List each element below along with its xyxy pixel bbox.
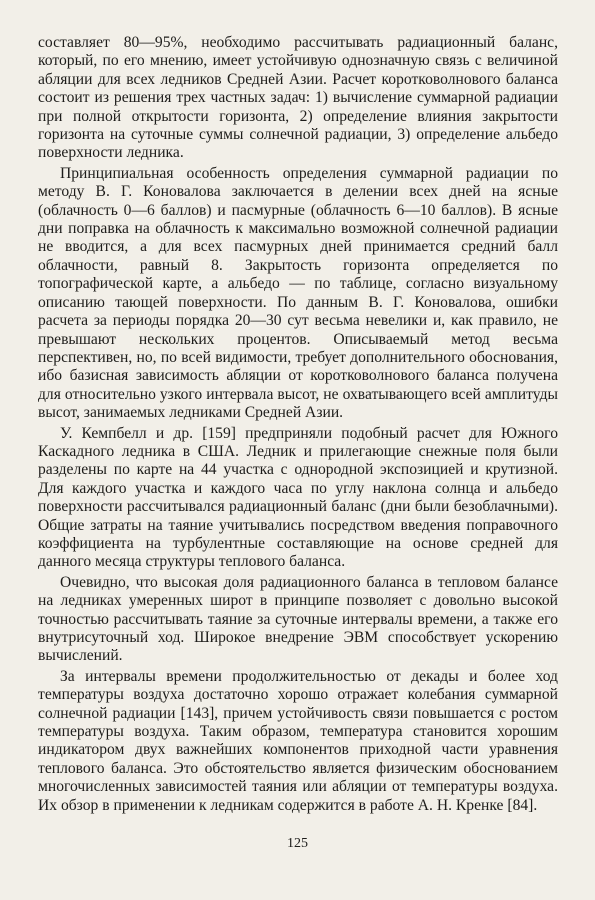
page-number: 125: [287, 836, 308, 851]
paragraph-3: У. Кемпбелл и др. [159] предприняли подобный расчет для Южного Каскадного ледника в США. Ледник и прилегающие снежные поля были разделены по карте на 44 участка с однородной экспозицией и крутизной. Для каждого участка и каждого часа по углу наклона солнца и альбедо поверхности рассчитывался радиационный баланс (дни были безоблачными). Общие затраты на таяние учитывались посредством введения поправочного коэффициента на турбулентные составляющие на основе средней для данного месяца структуры теплового баланса.: [38, 424, 558, 571]
paragraph-5: За интервалы времени продолжительностью от декады и более ход температуры воздуха достаточно хорошо отражает колебания суммарной солнечной радиации [143], причем устойчивость связи повышается с ростом температуры воздуха. Таким образом, температура становится хорошим индикатором двух важнейших компонентов приходной части уравнения теплового баланса. Это обстоятельство является физическим обоснованием многочисленных зависимостей таяния или абляции от температуры воздуха. Их обзор в применении к ледникам содержится в работе А. Н. Кренке [84].: [38, 667, 558, 814]
paragraph-1: составляет 80—95%, необходимо рассчитывать радиационный баланс, который, по его мнению, имеет устойчивую однозначную связь с величиной абляции для всех ледников Средней Азии. Расчет коротковолнового баланса состоит из решения трех частных задач: 1) вычисление суммарной радиации при полной открытости горизонта, 2) определение влияния закрытости горизонта на суточные суммы солнечной радиации, 3) определение альбедо поверхности ледника.: [38, 34, 558, 162]
paragraph-2: Принципиальная особенность определения суммарной радиации по методу В. Г. Коновалова заключается в делении всех дней на ясные (облачность 0—6 баллов) и пасмурные (облачность 6—10 баллов). В ясные дни поправка на облачность к максимально возможной солнечной радиации не вводится, а для всех пасмурных дней принимается средний балл облачности, равный 8. Закрытость горизонта определяется по топографической карте, а альбедо — по таблице, согласно визуальному описанию тающей поверхности. По данным В. Г. Коновалова, ошибки расчета за периоды порядка 20—30 сут весьма невелики и, как правило, не превышают нескольких процентов. Описываемый метод весьма перспективен, но, по всей видимости, требует дополнительного обоснования, ибо базисная зависимость абляции от коротковолнового баланса получена для относительно узкого интервала высот, не охватывающего всей амплитуды высот, занимаемых ледниками Средней Азии.: [38, 164, 558, 422]
page-body: [38, 34, 558, 815]
paragraph-4: Очевидно, что высокая доля радиационного баланса в тепловом балансе на ледниках умеренных широт в принципе позволяет с довольно высокой точностью рассчитывать таяние за суточные интервалы времени, а также его внутрисуточный ход. Широкое внедрение ЭВМ способствует ускорению вычислений.: [38, 573, 558, 665]
